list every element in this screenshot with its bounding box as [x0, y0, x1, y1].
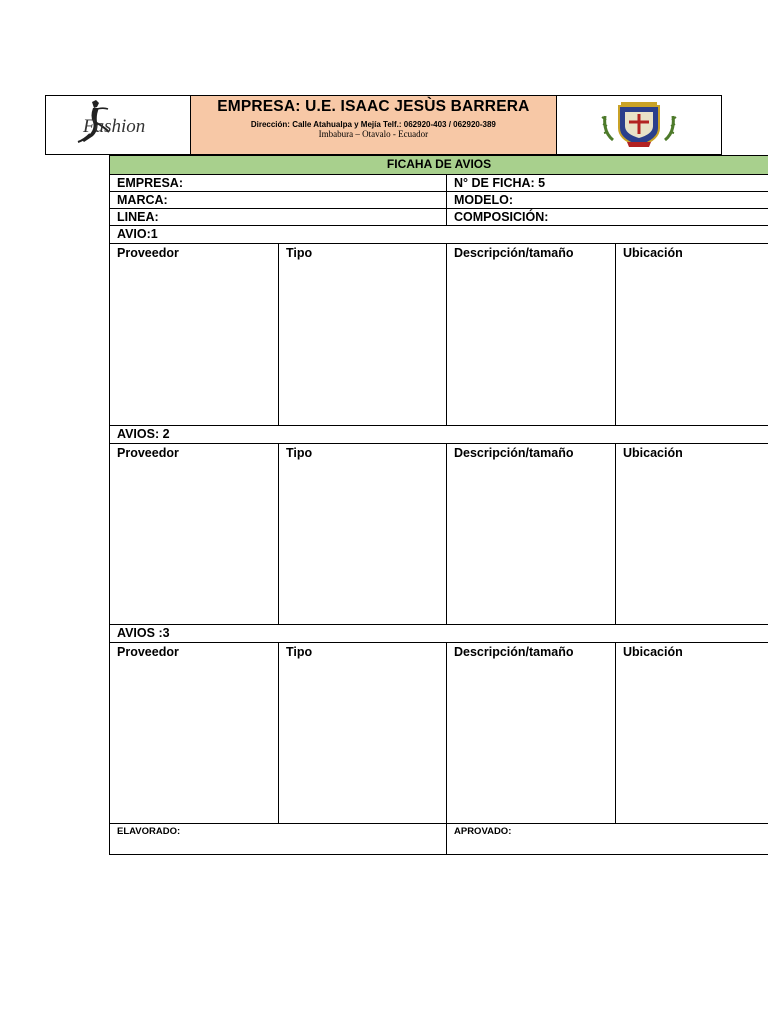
- avio-1-descripcion-cell: Descripción/tamaño: [447, 244, 616, 426]
- fashion-logo: [46, 96, 191, 154]
- avio-2-ubicacion-cell: Ubicación: [616, 444, 768, 625]
- avio-3-ubicacion-cell: Ubicación: [616, 643, 768, 824]
- crest-icon: [557, 96, 721, 154]
- avio-3-proveedor-cell: Proveedor: [110, 643, 279, 824]
- sheet-title: FICAHA DE AVIOS: [110, 156, 768, 175]
- avio-2-tipo-cell: Tipo: [279, 444, 447, 625]
- avio-1-proveedor-cell: Proveedor: [110, 244, 279, 426]
- avio-1-label: AVIO:1: [110, 226, 768, 244]
- company-location: Imbabura – Otavalo - Ecuador: [318, 129, 429, 139]
- composicion-field: COMPOSICIÓN:: [447, 209, 768, 226]
- ficha-number-field: N° DE FICHA: 5: [447, 175, 768, 192]
- aprobado-field: APROVADO:: [447, 824, 768, 855]
- avio-2-label: AVIOS: 2: [110, 426, 768, 444]
- avio-3-tipo-cell: Tipo: [279, 643, 447, 824]
- company-title: EMPRESA: U.E. ISAAC JESÙS BARRERA: [217, 98, 530, 115]
- marca-field: MARCA:: [110, 192, 447, 209]
- school-crest: [557, 96, 721, 154]
- logo-text: Fashion: [83, 116, 146, 137]
- avio-2-descripcion-cell: Descripción/tamaño: [447, 444, 616, 625]
- document-header: [45, 95, 722, 155]
- modelo-field: MODELO:: [447, 192, 768, 209]
- elaborado-field: ELAVORADO:: [110, 824, 447, 855]
- avio-1-tipo-cell: Tipo: [279, 244, 447, 426]
- avios-form-table: [109, 155, 768, 855]
- header-title-block: [191, 96, 557, 154]
- company-address: Dirección: Calle Atahualpa y Mejía Telf.: 062920-403 / 062920-389: [250, 120, 496, 129]
- avio-1-ubicacion-cell: Ubicación: [616, 244, 768, 426]
- empresa-field: EMPRESA:: [110, 175, 447, 192]
- linea-field: LINEA:: [110, 209, 447, 226]
- avio-3-descripcion-cell: Descripción/tamaño: [447, 643, 616, 824]
- avio-2-proveedor-cell: Proveedor: [110, 444, 279, 625]
- avio-3-label: AVIOS :3: [110, 625, 768, 643]
